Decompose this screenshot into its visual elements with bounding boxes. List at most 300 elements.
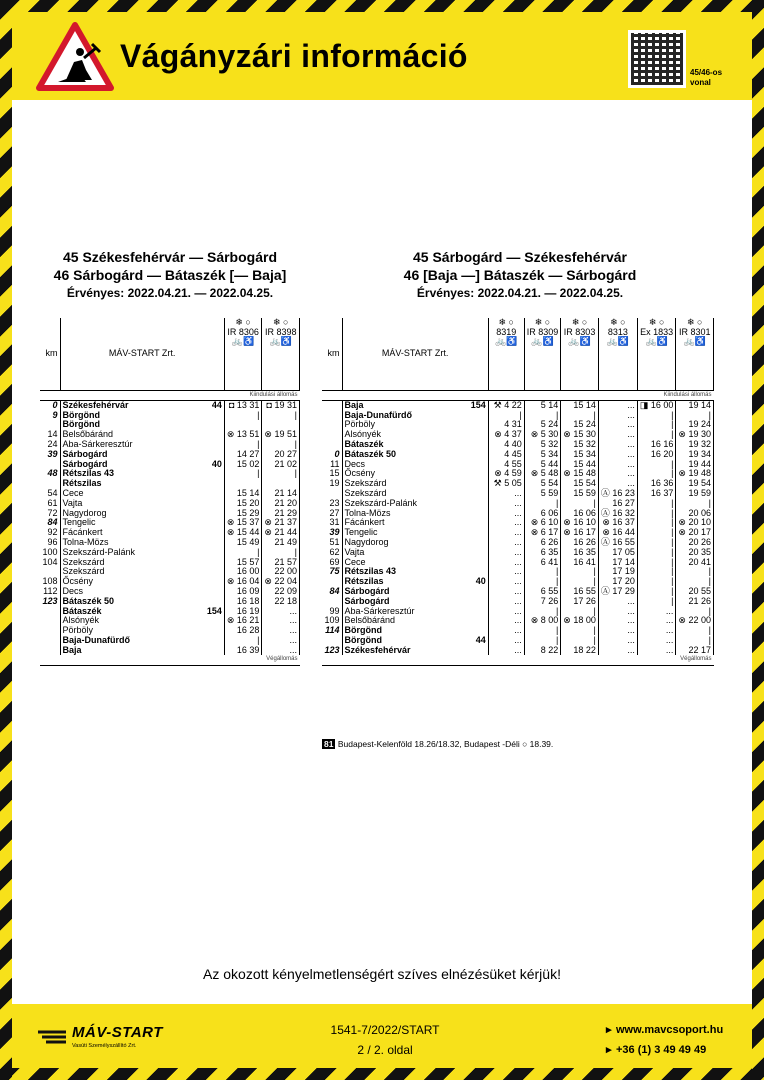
station-name: Börgönd	[62, 419, 100, 430]
km-cell: 39	[322, 528, 342, 538]
time-cell: Ⓐ 16 32	[598, 508, 637, 518]
time-cell: |	[524, 626, 561, 636]
reference-number: 1541-7/2022/START	[330, 1023, 440, 1037]
time-cell: ...	[488, 606, 524, 616]
time-cell: ...	[262, 636, 300, 646]
time-cell: 15 24	[561, 420, 599, 430]
connecting-line: 40	[475, 576, 486, 587]
time-cell: |	[637, 548, 676, 558]
time-cell: |	[224, 411, 262, 421]
destination-row	[40, 655, 300, 665]
time-cell: 6 26	[524, 538, 561, 548]
bike-wheelchair-icon: 🚲♿	[645, 336, 668, 346]
train-symbol-icon: ❄ ○	[498, 317, 514, 327]
time-cell: ...	[488, 508, 524, 518]
time-cell: 19 24	[676, 420, 714, 430]
km-cell: 84	[322, 587, 342, 597]
time-cell: |	[676, 411, 714, 421]
time-cell: ...	[598, 606, 637, 616]
operator-header: MÁV-START Zrt.	[60, 318, 224, 390]
time-cell: 21 49	[262, 538, 300, 548]
station-name: Baja	[344, 400, 364, 410]
time-cell: 16 28	[224, 626, 262, 636]
time-cell: ⊗ 16 21	[224, 616, 262, 626]
footer-reference	[300, 1020, 470, 1060]
time-cell: ...	[488, 616, 524, 626]
time-cell: ...	[598, 636, 637, 646]
km-cell: 123	[40, 597, 60, 607]
train-number: 8319	[496, 326, 517, 337]
station-name: Bátaszék 50	[344, 448, 397, 459]
station-cell	[60, 489, 224, 499]
logo-subtitle: Vasúti Személyszállító Zrt.	[72, 1043, 137, 1049]
time-cell: ...	[598, 597, 637, 607]
station-name: Cece	[62, 488, 84, 499]
train-header	[561, 318, 599, 390]
km-cell: 114	[322, 626, 342, 636]
right-title-2: 46 [Baja —] Bátaszék — Sárbogárd	[403, 267, 637, 283]
station-name: Szekszárd	[62, 556, 105, 567]
station-name: Rétszilas 43	[62, 468, 115, 479]
time-cell: |	[262, 440, 300, 450]
km-cell	[40, 646, 60, 656]
time-cell: 20 35	[676, 548, 714, 558]
time-cell: ...	[637, 606, 676, 616]
time-cell: ⊗ 19 30	[676, 430, 714, 440]
time-cell: 17 05	[598, 548, 637, 558]
hazard-stripe-bottom	[0, 1068, 764, 1080]
station-name: Bátaszék	[344, 439, 384, 450]
time-cell: 15 20	[224, 499, 262, 509]
time-cell: 21 29	[262, 508, 300, 518]
train-symbol-icon: ❄ ○	[534, 317, 551, 327]
time-cell: 15 02	[224, 459, 262, 469]
bike-wheelchair-icon: 🚲♿	[231, 336, 255, 346]
time-cell: 4 55	[488, 459, 524, 469]
time-cell: 5 59	[524, 489, 561, 499]
train-symbol-icon: ❄ ○	[272, 317, 289, 327]
time-cell: 15 54	[561, 479, 599, 489]
km-cell: 39	[40, 450, 60, 460]
km-cell: 24	[40, 440, 60, 450]
footer-contact	[606, 1020, 723, 1060]
time-cell: 16 36	[637, 479, 676, 489]
time-cell: ...	[262, 626, 300, 636]
time-cell: |	[224, 440, 262, 450]
km-cell: 69	[322, 557, 342, 567]
time-cell: ...	[488, 636, 524, 646]
time-cell: 20 41	[676, 557, 714, 567]
logo-text: MÁV-START	[72, 1024, 163, 1041]
time-cell: ⊗ 21 37	[262, 518, 300, 528]
station-name: Tengelic	[344, 527, 378, 538]
left-panel-title	[40, 248, 300, 302]
time-cell: |	[524, 577, 561, 587]
time-cell: Ⓐ 17 29	[598, 587, 637, 597]
time-cell: ⊗ 22 04	[262, 577, 300, 587]
right-timetable	[322, 318, 714, 666]
time-cell: ...	[488, 577, 524, 587]
table-row	[322, 646, 714, 656]
destination-label: Végállomás	[40, 655, 300, 665]
time-cell: ...	[262, 606, 300, 616]
station-name: Szekszárd	[344, 488, 387, 499]
km-cell: 54	[40, 489, 60, 499]
station-name: Nagydorog	[62, 507, 107, 518]
time-cell: 17 14	[598, 557, 637, 567]
origin-row	[40, 390, 300, 401]
station-name: Bátaszék	[62, 605, 102, 616]
station-name: Székesfehérvár	[344, 644, 411, 655]
station-cell	[60, 577, 224, 587]
time-cell: ...	[598, 479, 637, 489]
time-cell: 19 34	[676, 450, 714, 460]
time-cell: 17 20	[598, 577, 637, 587]
bike-wheelchair-icon: 🚲♿	[606, 336, 630, 346]
station-name: Szekszárd-Palánk	[62, 546, 136, 557]
time-cell: ...	[637, 616, 676, 626]
time-cell: 14 27	[224, 450, 262, 460]
time-cell: ...	[262, 646, 300, 656]
station-name: Decs	[62, 585, 84, 596]
time-cell: 17 19	[598, 567, 637, 577]
train-symbol-icon: ❄ ○	[571, 317, 588, 327]
km-cell: 99	[322, 606, 342, 616]
time-cell: 21 57	[262, 557, 300, 567]
footnote-mark: 81	[324, 739, 334, 749]
hazard-stripe-top	[0, 0, 764, 12]
time-cell: 19 14	[676, 401, 714, 411]
station-name: Tolna-Mözs	[344, 507, 391, 518]
station-name: Aba-Sárkeresztúr	[62, 439, 133, 450]
phone-number[interactable]: +36 (1) 3 49 49 49	[616, 1044, 707, 1056]
km-cell	[322, 430, 342, 440]
operator-header: MÁV-START Zrt.	[342, 318, 488, 390]
station-name: Börgönd	[344, 625, 382, 636]
time-cell: 15 32	[561, 440, 599, 450]
train-header	[224, 318, 262, 390]
train-header	[488, 318, 524, 390]
time-cell: ◘ 13 31	[224, 401, 262, 411]
train-header	[598, 318, 637, 390]
station-name: Belsőbáránd	[62, 429, 114, 440]
time-cell: 22 00	[262, 567, 300, 577]
train-symbol-icon: ❄ ○	[610, 317, 626, 327]
train-symbol-icon: ❄ ○	[235, 317, 251, 327]
time-cell: ...	[488, 626, 524, 636]
time-cell: ...	[598, 646, 637, 656]
time-cell: |	[637, 538, 676, 548]
time-cell: |	[637, 587, 676, 597]
time-cell: ...	[488, 567, 524, 577]
time-cell: |	[637, 518, 676, 528]
time-cell: |	[637, 430, 676, 440]
time-cell: ⊗ 16 10	[561, 518, 599, 528]
station-name: Szekszárd-Palánk	[344, 497, 418, 508]
train-header	[524, 318, 561, 390]
website-link[interactable]: www.mavcsoport.hu	[616, 1024, 724, 1036]
line-tag: 45/46-os vonal	[690, 68, 723, 87]
km-cell: 123	[322, 646, 342, 656]
time-cell: ⚒ 5 05	[488, 479, 524, 489]
station-name: Baja-Dunafürdő	[344, 409, 412, 420]
time-cell: |	[262, 411, 300, 421]
roadworks-warning-icon	[36, 22, 114, 92]
station-name: Sárbogárd	[344, 595, 390, 606]
time-cell: ...	[488, 499, 524, 509]
time-cell: 22 09	[262, 587, 300, 597]
time-cell: 20 06	[676, 508, 714, 518]
time-cell: |	[224, 548, 262, 558]
station-name: Tengelic	[62, 517, 96, 528]
km-cell: 19	[322, 479, 342, 489]
time-cell: 16 26	[561, 538, 599, 548]
time-cell: |	[637, 508, 676, 518]
km-cell	[40, 626, 60, 636]
time-cell: ◘ 19 31	[262, 401, 300, 411]
time-cell: 19 44	[676, 459, 714, 469]
time-cell: ⊗ 15 30	[561, 430, 599, 440]
time-cell: ...	[598, 626, 637, 636]
header-row	[40, 318, 300, 390]
time-cell: ⊗ 13 51	[224, 430, 262, 440]
time-cell: 18 22	[561, 646, 599, 656]
station-name: Pörböly	[344, 419, 376, 430]
time-cell: 17 26	[561, 597, 599, 607]
time-cell: ...	[598, 440, 637, 450]
time-cell: 22 18	[262, 597, 300, 607]
time-cell: 16 19	[224, 606, 262, 616]
time-cell: ...	[488, 489, 524, 499]
time-cell: 4 40	[488, 440, 524, 450]
right-title-1: 45 Sárbogárd — Székesfehérvár	[413, 249, 627, 265]
time-cell: 21 02	[262, 459, 300, 469]
time-cell: |	[676, 499, 714, 509]
time-cell: 16 27	[598, 499, 637, 509]
table-row	[40, 646, 300, 656]
time-cell: 8 22	[524, 646, 561, 656]
time-cell: |	[524, 499, 561, 509]
km-cell: 62	[322, 548, 342, 558]
time-cell: |	[637, 499, 676, 509]
train-number: IR 8309	[526, 326, 559, 337]
time-cell: 21 14	[262, 489, 300, 499]
time-cell: |	[262, 469, 300, 479]
time-cell: 5 44	[524, 459, 561, 469]
km-cell	[322, 420, 342, 430]
station-name: Alsónyék	[62, 615, 100, 626]
km-cell: 48	[40, 469, 60, 479]
station-name: Őcsény	[344, 468, 376, 479]
km-cell: 27	[322, 508, 342, 518]
time-cell: |	[262, 548, 300, 558]
time-cell: ⊗ 20 17	[676, 528, 714, 538]
km-cell: 72	[40, 508, 60, 518]
hazard-stripe-right	[752, 0, 764, 1080]
time-cell: 21 20	[262, 499, 300, 509]
km-cell	[40, 606, 60, 616]
time-cell: ⊗ 4 37	[488, 430, 524, 440]
time-cell: 16 00	[224, 567, 262, 577]
station-cell	[60, 479, 224, 489]
page-title: Vágányzári információ	[120, 38, 468, 74]
station-name: Fácánkert	[344, 517, 385, 528]
station-name: Fácánkert	[62, 527, 103, 538]
station-name: Baja-Dunafürdő	[62, 634, 130, 645]
station-name: Sárbogárd	[62, 458, 108, 469]
time-cell: 20 26	[676, 538, 714, 548]
time-cell: Ⓐ 16 23	[598, 489, 637, 499]
time-cell: 19 32	[676, 440, 714, 450]
time-cell: 15 14	[224, 489, 262, 499]
km-cell: 84	[40, 518, 60, 528]
time-cell: ⊗ 5 30	[524, 430, 561, 440]
km-cell: 109	[322, 616, 342, 626]
station-name: Belsőbáránd	[344, 615, 396, 626]
time-cell: ...	[488, 528, 524, 538]
train-symbol-icon: ❄ ○	[648, 317, 665, 327]
time-cell: ...	[598, 469, 637, 479]
time-cell: 15 49	[224, 538, 262, 548]
station-name: Börgönd	[62, 409, 100, 420]
time-cell: ...	[598, 459, 637, 469]
time-cell: Ⓐ 16 55	[598, 538, 637, 548]
km-cell: 0	[40, 401, 60, 411]
time-cell: ⊗ 22 00	[676, 616, 714, 626]
time-cell: ⊗ 4 59	[488, 469, 524, 479]
connecting-line: 154	[206, 605, 222, 616]
train-number: 8313	[607, 326, 628, 337]
station-name: Cece	[344, 556, 366, 567]
time-cell: 6 35	[524, 548, 561, 558]
arrow-icon: ▸	[606, 1044, 612, 1056]
time-cell: ...	[488, 538, 524, 548]
time-cell: 6 41	[524, 557, 561, 567]
qr-code[interactable]	[628, 30, 686, 88]
time-cell: |	[676, 606, 714, 616]
time-cell: ⊗ 16 37	[598, 518, 637, 528]
time-cell: |	[524, 636, 561, 646]
time-cell: ⊗ 8 00	[524, 616, 561, 626]
km-cell: 112	[40, 587, 60, 597]
bike-wheelchair-icon: 🚲♿	[531, 336, 554, 346]
time-cell: |	[637, 577, 676, 587]
km-header: km	[40, 318, 60, 390]
station-name: Vajta	[62, 497, 83, 508]
train-number: IR 8398	[264, 326, 297, 337]
bike-wheelchair-icon: 🚲♿	[495, 336, 518, 346]
connecting-line: 44	[475, 634, 486, 645]
table-row	[322, 548, 714, 558]
time-cell: 15 57	[224, 557, 262, 567]
time-cell: |	[524, 606, 561, 616]
time-cell: 6 06	[524, 508, 561, 518]
time-cell: ...	[598, 401, 637, 411]
time-cell: |	[224, 469, 262, 479]
km-cell: 104	[40, 557, 60, 567]
time-cell: ...	[598, 420, 637, 430]
left-timetable	[40, 318, 300, 666]
time-cell: ⊗ 18 00	[561, 616, 599, 626]
train-symbol-icon: ❄ ○	[686, 317, 703, 327]
time-cell: 16 06	[561, 508, 599, 518]
time-cell: ...	[598, 430, 637, 440]
time-cell: |	[561, 411, 599, 421]
connecting-line: 44	[211, 400, 222, 410]
footnote-text: Budapest-Kelenföld 18.26/18.32, Budapest -Déli ○ 18.39.	[337, 739, 554, 749]
time-cell: |	[676, 626, 714, 636]
station-name: Sárbogárd	[344, 585, 390, 596]
time-cell: ⊗ 15 37	[224, 518, 262, 528]
time-cell: ⊗ 21 44	[262, 528, 300, 538]
time-cell: |	[637, 597, 676, 607]
time-cell: |	[488, 411, 524, 421]
station-cell	[60, 646, 224, 656]
time-cell: 5 24	[524, 420, 561, 430]
km-cell: 23	[322, 499, 342, 509]
time-cell: |	[637, 459, 676, 469]
origin-label: Kiindulási állomás	[322, 390, 714, 401]
arrow-icon: ▸	[606, 1024, 612, 1036]
station-name: Rétszilas	[62, 478, 102, 489]
station-cell	[342, 646, 488, 656]
time-cell: ...	[637, 636, 676, 646]
station-name: Baja	[62, 644, 82, 655]
time-cell: |	[224, 636, 262, 646]
km-cell	[322, 401, 342, 411]
time-cell: |	[561, 567, 599, 577]
bike-wheelchair-icon: 🚲♿	[568, 336, 591, 346]
time-cell: 16 39	[224, 646, 262, 656]
time-cell: 19 59	[676, 489, 714, 499]
km-cell	[322, 411, 342, 421]
time-cell: 22 17	[676, 646, 714, 656]
station-name: Nagydorog	[344, 537, 389, 547]
km-cell: 96	[40, 538, 60, 548]
time-cell: 15 29	[224, 508, 262, 518]
km-cell: 51	[322, 538, 342, 548]
train-number: IR 8306	[227, 326, 259, 337]
left-validity: Érvényes: 2022.04.21. — 2022.04.25.	[66, 286, 274, 300]
time-cell: |	[561, 606, 599, 616]
km-cell: 31	[322, 518, 342, 528]
km-cell: 11	[322, 459, 342, 469]
time-cell: 21 26	[676, 597, 714, 607]
time-cell: ...	[488, 597, 524, 607]
time-cell: |	[561, 577, 599, 587]
station-name: Aba-Sárkeresztúr	[344, 605, 415, 616]
time-cell: |	[676, 577, 714, 587]
time-cell: ⊗ 20 10	[676, 518, 714, 528]
km-cell: 108	[40, 577, 60, 587]
station-name: Székesfehérvár	[62, 400, 129, 410]
time-cell: 7 26	[524, 597, 561, 607]
time-cell: |	[676, 636, 714, 646]
apology-text: Az okozott kényelmetlenségért szíves elnézésüket kérjük!	[203, 966, 561, 982]
time-cell: 16 55	[561, 587, 599, 597]
time-cell: 5 14	[524, 401, 561, 411]
time-cell: 16 37	[637, 489, 676, 499]
station-name: Alsónyék	[344, 429, 382, 440]
origin-label: Kiindulási állomás	[40, 390, 300, 401]
time-cell: ⊗ 19 51	[262, 430, 300, 440]
time-cell: 15 59	[561, 489, 599, 499]
time-cell: ⊗ 6 17	[524, 528, 561, 538]
time-cell: 20 55	[676, 587, 714, 597]
km-cell: 15	[322, 469, 342, 479]
train-header	[262, 318, 300, 390]
station-name: Tolna-Mözs	[62, 537, 109, 547]
